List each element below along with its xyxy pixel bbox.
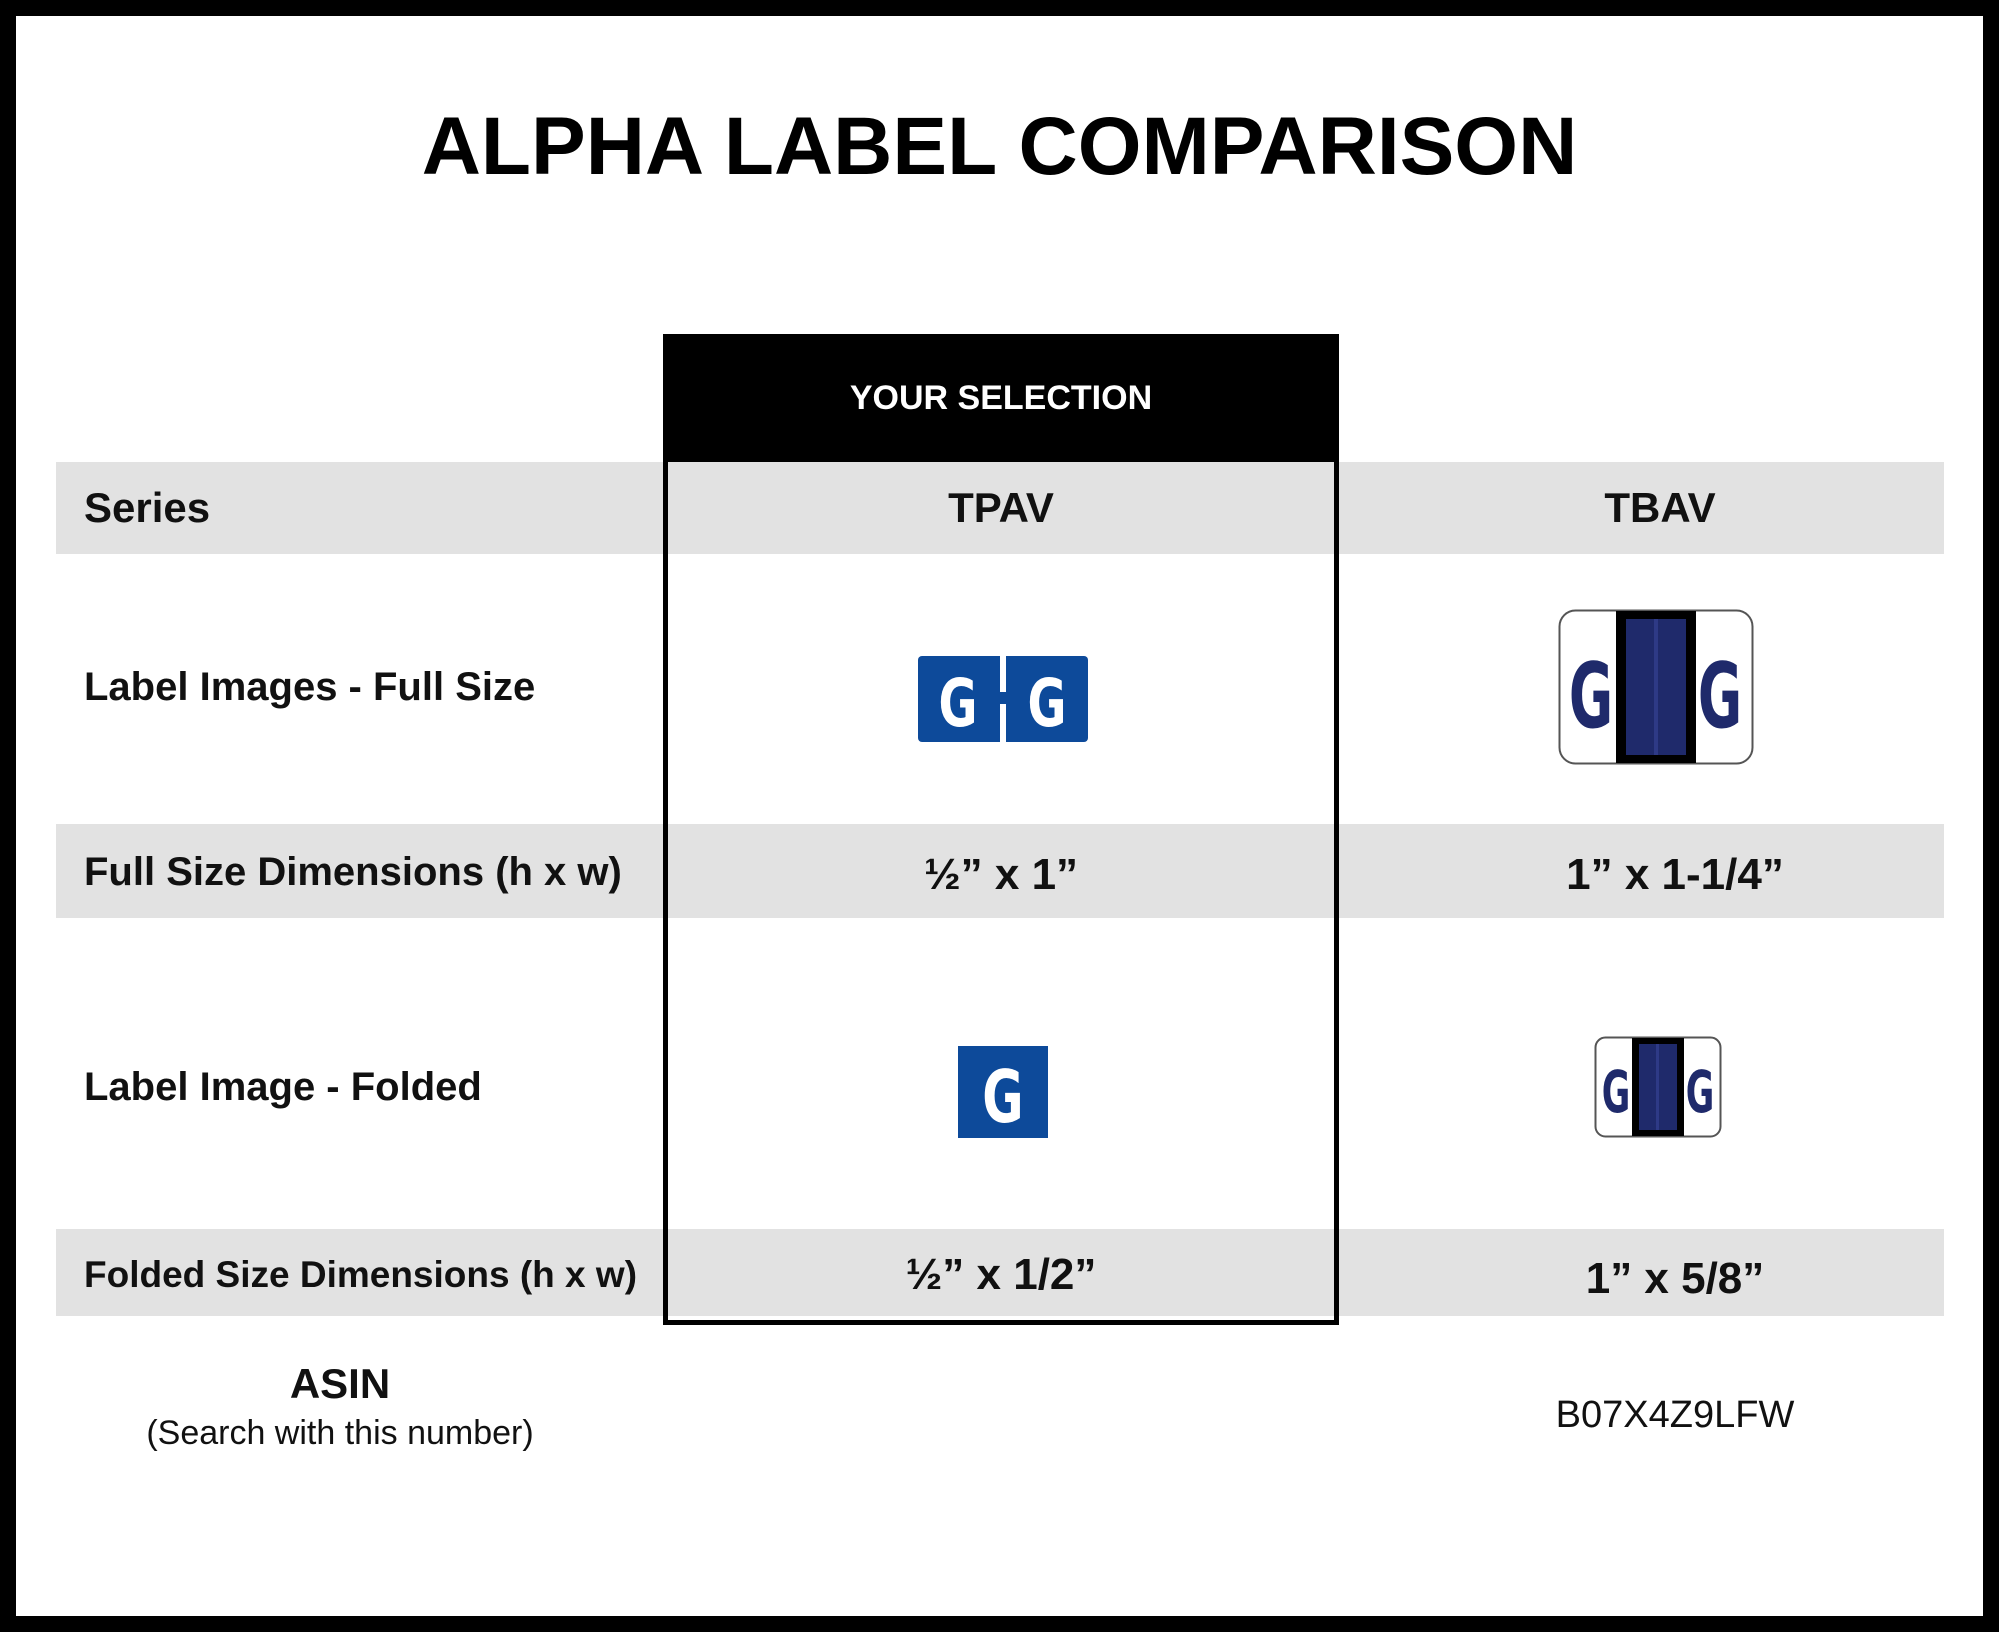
asin-sublabel: (Search with this number) bbox=[146, 1414, 534, 1452]
tpav-full-letter-right: G bbox=[1027, 665, 1067, 743]
tbav-folded-letter-right: G bbox=[1685, 1059, 1715, 1127]
series-tpav: TPAV bbox=[948, 484, 1054, 531]
asin-tbav-value: B07X4Z9LFW bbox=[1555, 1394, 1795, 1436]
full-dims-tbav: 1” x 1-1/4” bbox=[1566, 850, 1784, 899]
full-dims-tpav: ½” x 1” bbox=[923, 850, 1079, 899]
asin-row-label bbox=[110, 1360, 570, 1453]
your-selection-header: YOUR SELECTION bbox=[663, 334, 1339, 462]
tpav-full-letter-left: G bbox=[938, 665, 978, 743]
tpav-folded-letter: G bbox=[982, 1054, 1024, 1140]
tpav-full-divider-bottom bbox=[1000, 704, 1006, 742]
tbav-full-label-image bbox=[1558, 609, 1754, 765]
tbav-full-band-line bbox=[1654, 619, 1658, 755]
tbav-folded-label-image bbox=[1594, 1036, 1722, 1138]
tbav-full-letter-right: G bbox=[1697, 643, 1743, 749]
tbav-folded-band-line bbox=[1656, 1044, 1659, 1130]
full-dims-row-label: Full Size Dimensions (h x w) bbox=[84, 850, 622, 894]
asin-label: ASIN bbox=[289, 1360, 391, 1407]
page-title: ALPHA LABEL COMPARISON bbox=[421, 101, 1578, 192]
tpav-full-divider-top bbox=[1000, 656, 1006, 692]
full-images-row-label: Label Images - Full Size bbox=[84, 665, 536, 709]
folded-dims-tpav: ½” x 1/2” bbox=[905, 1250, 1097, 1299]
tbav-folded-letter-left: G bbox=[1601, 1059, 1631, 1127]
tpav-full-label-image bbox=[918, 656, 1088, 742]
folded-dims-tbav: 1” x 5/8” bbox=[1585, 1254, 1765, 1303]
series-row-label: Series bbox=[84, 484, 211, 531]
tbav-full-letter-left: G bbox=[1568, 643, 1614, 749]
series-tbav: TBAV bbox=[1604, 484, 1716, 531]
tpav-folded-label-image bbox=[958, 1046, 1048, 1138]
folded-image-row-label: Label Image - Folded bbox=[84, 1065, 482, 1109]
folded-dims-row-label: Folded Size Dimensions (h x w) bbox=[84, 1254, 638, 1295]
